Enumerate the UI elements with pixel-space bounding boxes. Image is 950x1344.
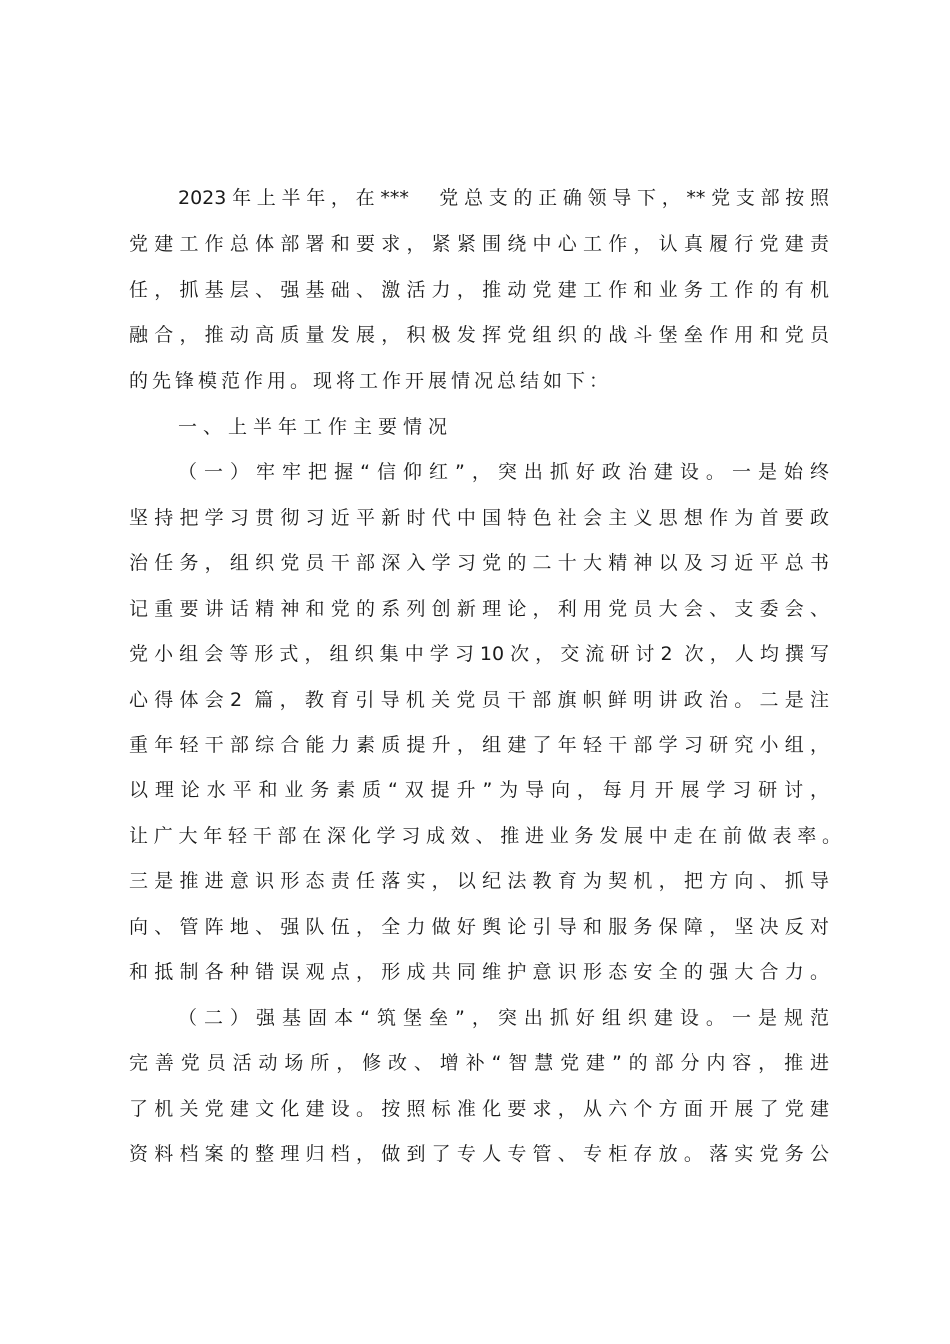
- paragraph-intro-line-2: 党建工作总体部署和要求，紧紧围绕中心工作，认真履行党建责: [129, 233, 829, 255]
- paragraph-political-line-11: 向、管阵地、强队伍，全力做好舆论引导和服务保障，坚决反对: [129, 916, 829, 938]
- paragraph-political-line-2: 坚持把学习贯彻习近平新时代中国特色社会主义思想作为首要政: [129, 507, 829, 529]
- paragraph-organization-line-4: 资料档案的整理归档，做到了专人专管、专柜存放。落实党务公: [129, 1143, 829, 1165]
- paragraph-intro-line-1: 2023年上半年，在*** 党总支的正确领导下，**党支部按照: [178, 187, 829, 209]
- paragraph-political-line-8: 以理论水平和业务素质“双提升”为导向，每月开展学习研讨，: [129, 779, 829, 801]
- paragraph-political-line-9: 让广大年轻干部在深化学习成效、推进业务发展中走在前做表率。: [129, 825, 841, 847]
- paragraph-intro-line-3: 任，抓基层、强基础、激活力，推动党建工作和业务工作的有机: [129, 279, 829, 301]
- paragraph-organization-line-2: 完善党员活动场所，修改、增补“智慧党建”的部分内容，推进: [129, 1052, 829, 1074]
- paragraph-political-line-1: （一）牢牢把握“信仰红”，突出抓好政治建设。一是始终: [178, 461, 829, 483]
- paragraph-political-line-5: 党小组会等形式，组织集中学习10次，交流研讨2 次，人均撰写: [129, 643, 829, 665]
- paragraph-organization-line-3: 了机关党建文化建设。按照标准化要求，从六个方面开展了党建: [129, 1098, 829, 1120]
- paragraph-political-line-7: 重年轻干部综合能力素质提升，组建了年轻干部学习研究小组，: [129, 734, 829, 756]
- paragraph-political-line-6: 心得体会2 篇，教育引导机关党员干部旗帜鲜明讲政治。二是注: [129, 689, 829, 711]
- paragraph-intro-line-4: 融合，推动高质量发展，积极发挥党组织的战斗堡垒作用和党员: [129, 324, 829, 346]
- section-heading-1: 一、上半年工作主要情况: [178, 416, 454, 438]
- paragraph-intro-line-5: 的先锋模范作用。现将工作开展情况总结如下：: [129, 370, 613, 392]
- paragraph-political-line-3: 治任务，组织党员干部深入学习党的二十大精神以及习近平总书: [129, 552, 829, 574]
- paragraph-political-line-10: 三是推进意识形态责任落实，以纪法教育为契机，把方向、抓导: [129, 870, 829, 892]
- paragraph-political-line-12: 和抵制各种错误观点，形成共同维护意识形态安全的强大合力。: [129, 961, 829, 983]
- paragraph-organization-line-1: （二）强基固本“筑堡垒”，突出抓好组织建设。一是规范: [178, 1007, 829, 1029]
- paragraph-political-line-4: 记重要讲话精神和党的系列创新理论，利用党员大会、支委会、: [129, 598, 829, 620]
